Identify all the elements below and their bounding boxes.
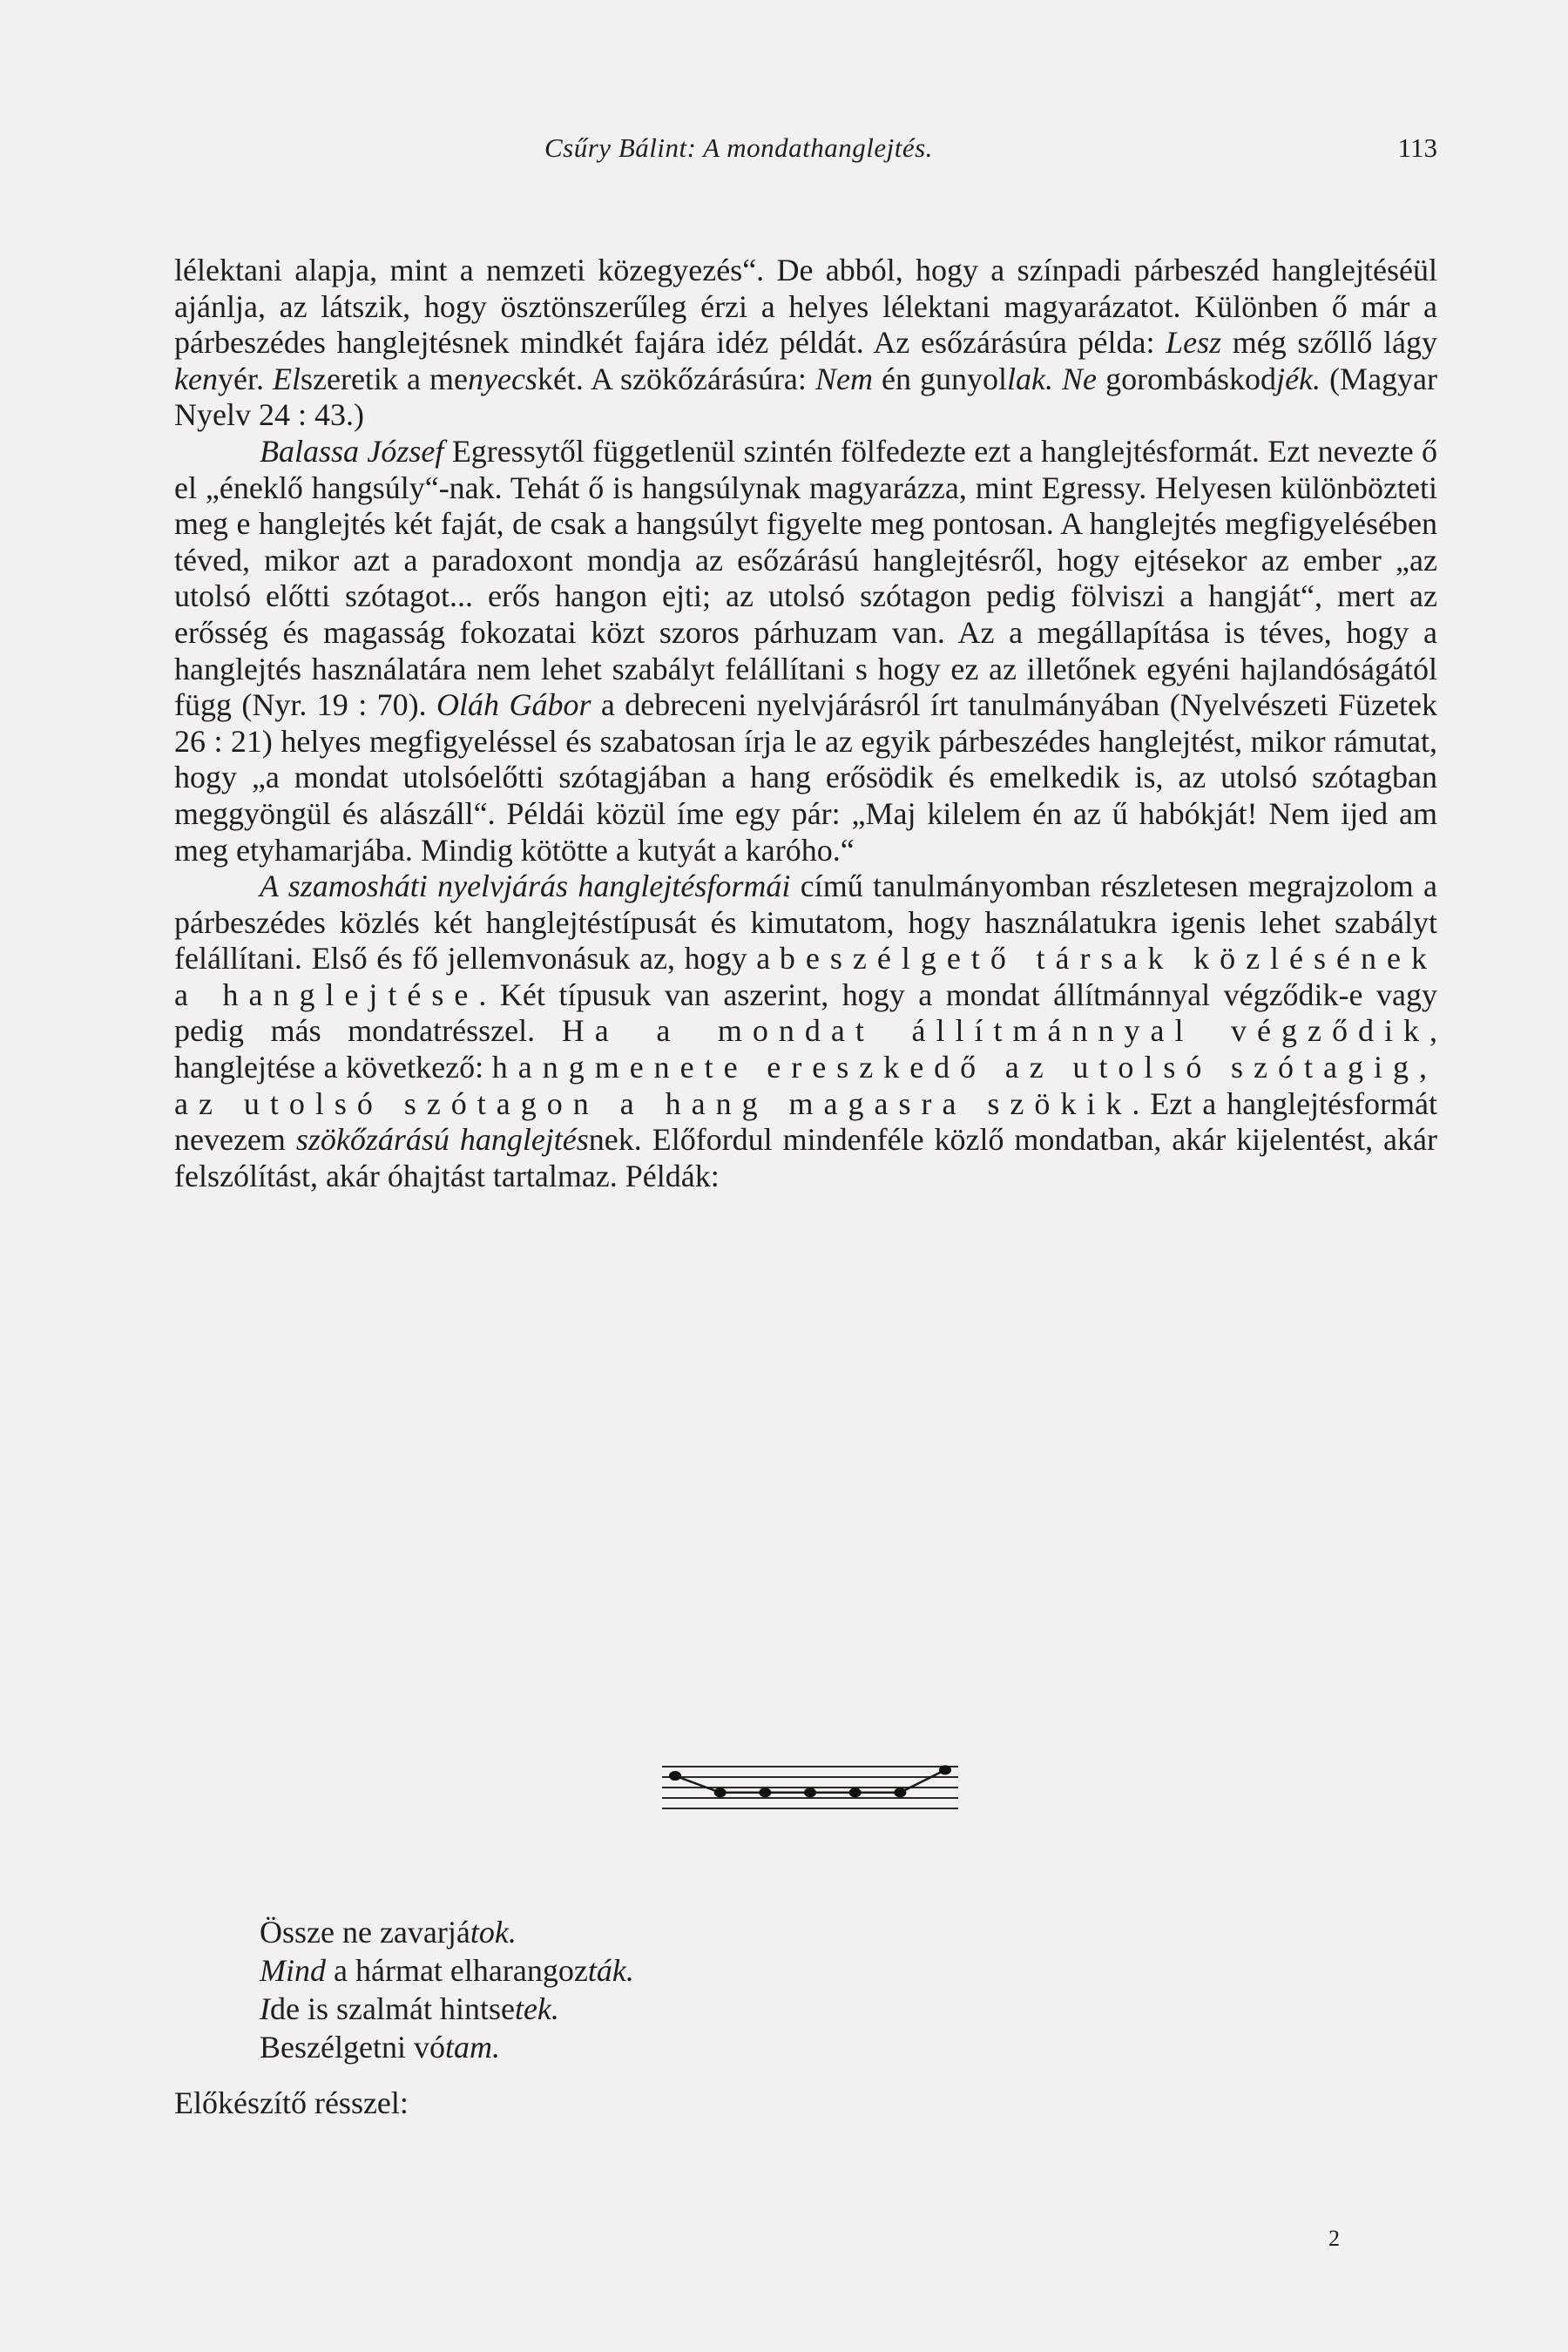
note-head bbox=[669, 1771, 681, 1781]
page-header bbox=[174, 132, 1437, 176]
italic-run: jék. bbox=[1276, 361, 1321, 396]
paragraph-3 bbox=[174, 868, 1437, 1194]
text-run: a debreceni nyelvjárásról írt tanulmányában (Nyelvészeti Füzetek 26 : 21) helyes megfigyeléssel és szabatosan írja le az egyik párbeszédes hanglejtést, mikor rámutat, hogy „a mondat utolsóelőtti szótagjában a hang erősödik és emelkedik is, az utolsó szótagban meggyöngül és alászáll“. Példái közül íme egy pár: „Maj kilelem én az ű habókját! Nem ijed am meg etyhamarjába. Mindig kötötte a kutyát a karóho.“ bbox=[174, 687, 1437, 868]
italic-run: nyecs bbox=[467, 361, 537, 396]
italic-run: lak. bbox=[1007, 361, 1053, 396]
note-head bbox=[939, 1765, 951, 1774]
italic-run: El bbox=[273, 361, 301, 396]
text-run: két. A szökőzárásúra: bbox=[537, 361, 815, 396]
text-run: még szőllő lágy bbox=[1221, 325, 1437, 361]
text-run: Egressytől függetlenül szintén fölfedezte ezt a hanglejtésformát. Ezt nevezte ő el „éneklő hangsúly“-nak. Tehát ő is hangsúlynak magyarázza, mint Egressy. Helyesen különbözteti meg e hanglejtés két faját, de csak a hangsúlyt figyelte meg pontosan. A hanglejtés megfigyelésében téved, mikor azt a paradoxont mondja az esőzárású hanglejtésről, hogy ejtésekor az ember „az utolsó előtti szótagot... erős hangon ejti; az utolsó szótagon pedig fölviszi a hangját“, mert az erősség és magasság fokozatai közt szoros párhuzam van. Az a megállapítása is téves, hogy a hanglejtés használatára nem lehet szabályt felállítani s hogy ez az illetőnek egyéni hajlandóságától függ (Nyr. 19 : 70). bbox=[174, 433, 1437, 723]
text-run: című tanulmányomban részletesen megrajzolom a párbeszédes közlés két hanglejtéstípusát és kimutatom, hogy használatukra igenis lehet szabályt felállítani. Első és fő jellemvonásuk az, hogy a bbox=[174, 868, 1437, 977]
italic-run: Balassa József bbox=[260, 433, 444, 469]
text-run bbox=[1053, 362, 1062, 396]
paragraph-1 bbox=[174, 253, 1437, 434]
example-sentence bbox=[260, 1990, 1044, 2028]
italic-run: tek. bbox=[514, 1991, 559, 2026]
text-run: gorombáskod bbox=[1097, 361, 1277, 396]
note-head bbox=[849, 1788, 862, 1797]
italic-run: ták. bbox=[587, 1953, 634, 1988]
text-run: . Két típusuk van aszerint, hogy a mondat állítmánnyal végződik-e vagy pedig más mondatrésszel. bbox=[174, 977, 1437, 1049]
example-sentence bbox=[260, 2028, 1044, 2066]
example-sentence bbox=[260, 1951, 1044, 1990]
text-run: lélektani alapja, mint a nemzeti közegyezés“. De abból, hogy a színpadi párbeszéd hanglejtéséül ajánlja, az látszik, hogy ösztönszerűleg érzi a helyes lélektani magyarázatot. Különben ő már a párbeszédes hanglejtésnek mindkét fajára idéz példát. Az esőzárásúra példa: bbox=[174, 253, 1437, 361]
signature-mark: 2 bbox=[1328, 2226, 1340, 2251]
italic-run: I bbox=[260, 1991, 270, 2026]
note-head bbox=[714, 1788, 727, 1797]
example-sentence bbox=[260, 1913, 1044, 1951]
italic-run: tok. bbox=[470, 1915, 517, 1950]
text-run: (Magyar Nyelv 24 : 43.) bbox=[174, 361, 1438, 433]
italic-run: ken bbox=[174, 361, 218, 396]
text-run: yér. bbox=[217, 361, 273, 396]
note-head bbox=[804, 1788, 816, 1797]
spaced-emphasis-run: beszélgető társak közlésének a hanglejtése bbox=[174, 941, 1437, 1012]
text-run: . Ezt a hanglejtésformát nevezem bbox=[174, 1085, 1438, 1158]
text-run: én gunyol bbox=[872, 361, 1008, 396]
italic-run: szökőzárású hanglejtés bbox=[295, 1122, 589, 1158]
italic-run: A szamosháti nyelvjárás hanglejtésformái bbox=[260, 868, 791, 904]
page-number: 113 bbox=[1397, 132, 1437, 163]
example-sentences bbox=[260, 1913, 1044, 2066]
text-run: Össze ne zavarjá bbox=[260, 1915, 470, 1950]
running-title: Csűry Bálint: A mondathanglejtés. bbox=[544, 132, 933, 163]
italic-run: Lesz bbox=[1166, 325, 1222, 361]
spaced-emphasis-run: hangmenete ereszkedő az utolsó szótagig, az utolsó szótagon a hang magasra szökik bbox=[174, 1050, 1437, 1121]
text-run: de is szalmát hintse bbox=[270, 1991, 515, 2026]
body-text bbox=[174, 253, 1437, 1194]
paragraph-2 bbox=[174, 434, 1437, 868]
text-run: szeretik a me bbox=[301, 361, 468, 396]
intonation-staff-figure bbox=[658, 1758, 963, 1823]
text-run: nek. Előfordul mindenféle közlő mondatban, akár kijelentést, akár felszólítást, akár óhajtást tartalmaz. Példák: bbox=[174, 1122, 1438, 1193]
text-run: Beszélgetni vó bbox=[260, 2030, 445, 2065]
italic-run: tam. bbox=[444, 2030, 500, 2065]
italic-run: Ne bbox=[1062, 361, 1098, 396]
italic-run: Nem bbox=[814, 361, 873, 396]
note-head bbox=[894, 1788, 906, 1797]
intonation-notes bbox=[669, 1765, 951, 1797]
text-run: , hanglejtése a következő: bbox=[174, 1013, 1438, 1085]
preparatory-part-heading: Előkészítő résszel: bbox=[174, 2085, 409, 2120]
spaced-emphasis-run: Ha a mondat állítmánnyal végződik bbox=[561, 1013, 1430, 1049]
italic-run: Oláh Gábor bbox=[436, 687, 591, 723]
text-run: a hármat elharangoz bbox=[326, 1953, 588, 1988]
note-head bbox=[759, 1788, 771, 1797]
italic-run: Mind bbox=[260, 1953, 326, 1988]
